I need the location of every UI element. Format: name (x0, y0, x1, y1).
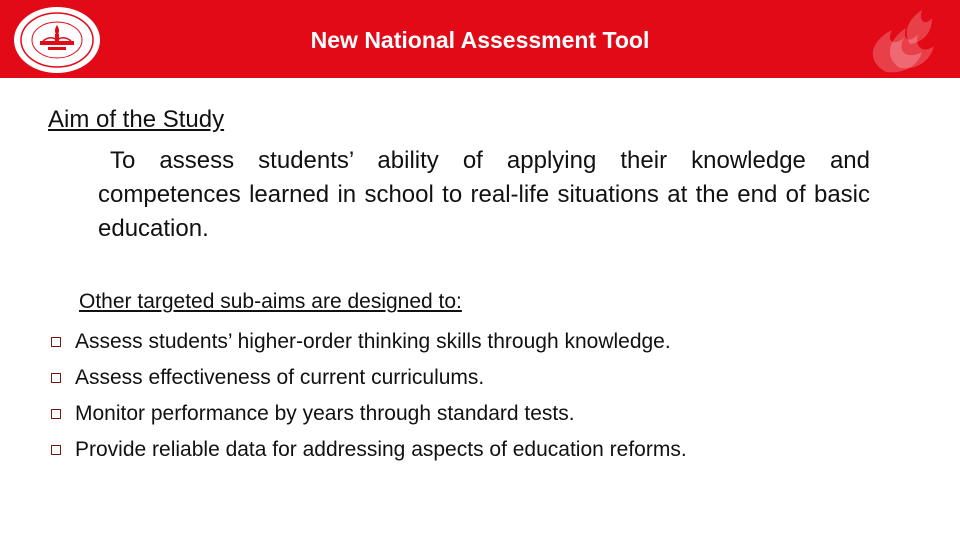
aim-heading: Aim of the Study (48, 106, 225, 133)
square-bullet-icon (51, 373, 61, 383)
square-bullet-icon (51, 409, 61, 419)
list-item (46, 396, 687, 432)
aim-description: To assess students’ ability of applying their knowledge and competences learned in school to real-life situations at the end of basic education. (98, 147, 870, 242)
square-bullet-icon (51, 337, 61, 347)
slide-title: New National Assessment Tool (310, 27, 650, 53)
list-item (46, 360, 687, 396)
list-item-text: Provide reliable data for addressing aspects of education reforms. (75, 438, 687, 461)
list-item (46, 432, 687, 468)
list-item-text: Assess students’ higher-order thinking skills through knowledge. (75, 330, 671, 353)
sub-aims-list (46, 324, 687, 468)
list-item-text: Assess effectiveness of current curriculums. (75, 366, 485, 389)
list-item (46, 324, 687, 360)
list-item-text: Monitor performance by years through standard tests. (75, 402, 575, 425)
sub-aims-intro: Other targeted sub-aims are designed to: (79, 290, 462, 313)
square-bullet-icon (51, 445, 61, 455)
